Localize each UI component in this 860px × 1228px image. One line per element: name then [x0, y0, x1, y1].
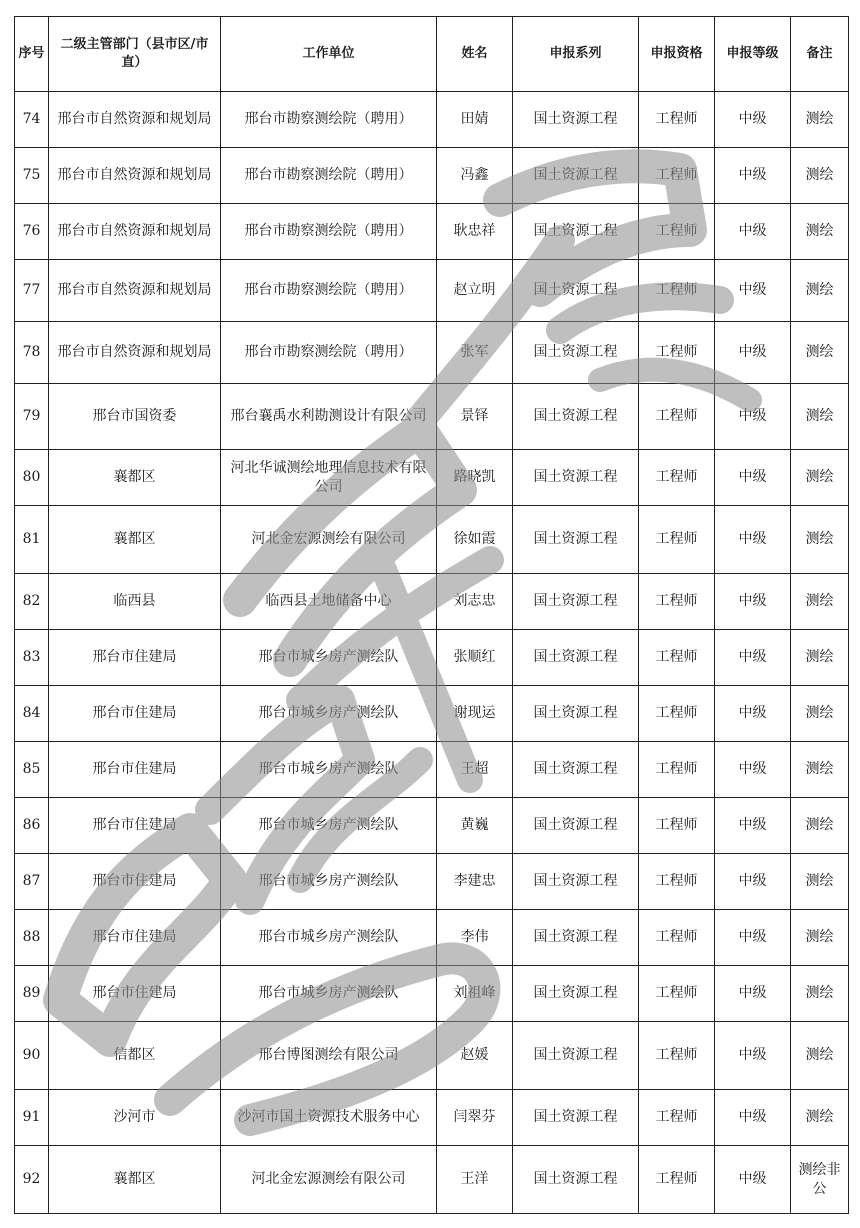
table-row — [15, 384, 849, 450]
cell-qualification: 工程师 — [639, 148, 715, 204]
cell-seq: 92 — [15, 1146, 49, 1214]
cell-seq: 86 — [15, 798, 49, 854]
cell-department: 邢台市自然资源和规划局 — [49, 260, 221, 322]
cell-series: 国土资源工程 — [513, 966, 639, 1022]
cell-seq: 77 — [15, 260, 49, 322]
table-row — [15, 910, 849, 966]
cell-department: 邢台市住建局 — [49, 686, 221, 742]
cell-level: 中级 — [715, 630, 791, 686]
table-row — [15, 260, 849, 322]
cell-employer: 临西县土地储备中心 — [221, 574, 437, 630]
table-row — [15, 148, 849, 204]
cell-remark: 测绘 — [791, 204, 849, 260]
cell-qualification: 工程师 — [639, 1022, 715, 1090]
cell-series: 国土资源工程 — [513, 384, 639, 450]
cell-department: 襄都区 — [49, 1146, 221, 1214]
cell-level: 中级 — [715, 854, 791, 910]
cell-name: 谢现运 — [437, 686, 513, 742]
cell-department: 邢台市自然资源和规划局 — [49, 148, 221, 204]
cell-series: 国土资源工程 — [513, 686, 639, 742]
cell-employer: 邢台博图测绘有限公司 — [221, 1022, 437, 1090]
cell-level: 中级 — [715, 574, 791, 630]
cell-series: 国土资源工程 — [513, 260, 639, 322]
cell-department: 信都区 — [49, 1022, 221, 1090]
cell-level: 中级 — [715, 910, 791, 966]
cell-series: 国土资源工程 — [513, 1090, 639, 1146]
cell-seq: 82 — [15, 574, 49, 630]
cell-department: 襄都区 — [49, 450, 221, 506]
table-row — [15, 742, 849, 798]
cell-department: 邢台市住建局 — [49, 630, 221, 686]
cell-name: 张顺红 — [437, 630, 513, 686]
cell-name: 景铎 — [437, 384, 513, 450]
cell-department: 邢台市住建局 — [49, 742, 221, 798]
cell-level: 中级 — [715, 322, 791, 384]
cell-qualification: 工程师 — [639, 1090, 715, 1146]
cell-level: 中级 — [715, 384, 791, 450]
cell-series: 国土资源工程 — [513, 1146, 639, 1214]
cell-seq: 85 — [15, 742, 49, 798]
cell-name: 李伟 — [437, 910, 513, 966]
table-row — [15, 92, 849, 148]
cell-qualification: 工程师 — [639, 1146, 715, 1214]
cell-seq: 78 — [15, 322, 49, 384]
header-employer: 工作单位 — [221, 17, 437, 92]
cell-series: 国土资源工程 — [513, 798, 639, 854]
cell-level: 中级 — [715, 450, 791, 506]
cell-seq: 89 — [15, 966, 49, 1022]
cell-department: 邢台市住建局 — [49, 910, 221, 966]
cell-department: 邢台市自然资源和规划局 — [49, 92, 221, 148]
table-row — [15, 1022, 849, 1090]
cell-qualification: 工程师 — [639, 966, 715, 1022]
cell-name: 耿忠祥 — [437, 204, 513, 260]
cell-qualification: 工程师 — [639, 574, 715, 630]
cell-employer: 邢台市勘察测绘院（聘用） — [221, 204, 437, 260]
cell-employer: 邢台市城乡房产测绘队 — [221, 686, 437, 742]
cell-level: 中级 — [715, 506, 791, 574]
table-row — [15, 1146, 849, 1214]
cell-qualification: 工程师 — [639, 686, 715, 742]
roster-table — [14, 16, 849, 1214]
cell-remark: 测绘非公 — [791, 1146, 849, 1214]
cell-seq: 90 — [15, 1022, 49, 1090]
cell-seq: 88 — [15, 910, 49, 966]
cell-qualification: 工程师 — [639, 742, 715, 798]
cell-level: 中级 — [715, 148, 791, 204]
table-row — [15, 450, 849, 506]
cell-employer: 邢台市城乡房产测绘队 — [221, 910, 437, 966]
cell-employer: 邢台市城乡房产测绘队 — [221, 630, 437, 686]
cell-level: 中级 — [715, 92, 791, 148]
cell-level: 中级 — [715, 686, 791, 742]
cell-qualification: 工程师 — [639, 450, 715, 506]
cell-seq: 84 — [15, 686, 49, 742]
cell-series: 国土资源工程 — [513, 910, 639, 966]
cell-name: 王洋 — [437, 1146, 513, 1214]
cell-name: 刘祖峰 — [437, 966, 513, 1022]
table-row — [15, 854, 849, 910]
cell-employer: 河北华诚测绘地理信息技术有限公司 — [221, 450, 437, 506]
cell-remark: 测绘 — [791, 1090, 849, 1146]
cell-remark: 测绘 — [791, 506, 849, 574]
cell-remark: 测绘 — [791, 1022, 849, 1090]
cell-department: 邢台市国资委 — [49, 384, 221, 450]
header-level: 申报等级 — [715, 17, 791, 92]
cell-remark: 测绘 — [791, 742, 849, 798]
cell-employer: 河北金宏源测绘有限公司 — [221, 1146, 437, 1214]
cell-qualification: 工程师 — [639, 854, 715, 910]
cell-level: 中级 — [715, 798, 791, 854]
header-seq: 序号 — [15, 17, 49, 92]
header-name: 姓名 — [437, 17, 513, 92]
header-remark: 备注 — [791, 17, 849, 92]
cell-department: 邢台市住建局 — [49, 854, 221, 910]
cell-series: 国土资源工程 — [513, 854, 639, 910]
cell-employer: 邢台市城乡房产测绘队 — [221, 742, 437, 798]
cell-level: 中级 — [715, 1090, 791, 1146]
cell-level: 中级 — [715, 742, 791, 798]
cell-employer: 邢台市勘察测绘院（聘用） — [221, 148, 437, 204]
cell-series: 国土资源工程 — [513, 92, 639, 148]
cell-employer: 邢台襄禹水利勘测设计有限公司 — [221, 384, 437, 450]
cell-employer: 邢台市勘察测绘院（聘用） — [221, 322, 437, 384]
cell-remark: 测绘 — [791, 384, 849, 450]
table-row — [15, 1090, 849, 1146]
cell-series: 国土资源工程 — [513, 148, 639, 204]
cell-qualification: 工程师 — [639, 322, 715, 384]
header-department: 二级主管部门（县市区/市直） — [49, 17, 221, 92]
cell-level: 中级 — [715, 966, 791, 1022]
table-row — [15, 574, 849, 630]
header-series: 申报系列 — [513, 17, 639, 92]
cell-name: 徐如霞 — [437, 506, 513, 574]
header-row — [15, 17, 849, 92]
cell-remark: 测绘 — [791, 450, 849, 506]
cell-department: 沙河市 — [49, 1090, 221, 1146]
cell-employer: 河北金宏源测绘有限公司 — [221, 506, 437, 574]
cell-employer: 沙河市国土资源技术服务中心 — [221, 1090, 437, 1146]
cell-seq: 87 — [15, 854, 49, 910]
cell-name: 路晓凯 — [437, 450, 513, 506]
cell-level: 中级 — [715, 1146, 791, 1214]
cell-remark: 测绘 — [791, 798, 849, 854]
cell-remark: 测绘 — [791, 322, 849, 384]
table-row — [15, 204, 849, 260]
header-qualification: 申报资格 — [639, 17, 715, 92]
cell-name: 闫翠芬 — [437, 1090, 513, 1146]
cell-seq: 76 — [15, 204, 49, 260]
table-row — [15, 506, 849, 574]
cell-name: 王超 — [437, 742, 513, 798]
cell-remark: 测绘 — [791, 148, 849, 204]
cell-name: 李建忠 — [437, 854, 513, 910]
cell-qualification: 工程师 — [639, 798, 715, 854]
cell-level: 中级 — [715, 1022, 791, 1090]
cell-qualification: 工程师 — [639, 204, 715, 260]
cell-remark: 测绘 — [791, 854, 849, 910]
cell-remark: 测绘 — [791, 92, 849, 148]
cell-name: 刘志忠 — [437, 574, 513, 630]
cell-qualification: 工程师 — [639, 630, 715, 686]
cell-seq: 91 — [15, 1090, 49, 1146]
cell-department: 邢台市住建局 — [49, 798, 221, 854]
cell-remark: 测绘 — [791, 910, 849, 966]
cell-seq: 75 — [15, 148, 49, 204]
cell-remark: 测绘 — [791, 574, 849, 630]
cell-series: 国土资源工程 — [513, 322, 639, 384]
cell-level: 中级 — [715, 260, 791, 322]
cell-qualification: 工程师 — [639, 910, 715, 966]
cell-remark: 测绘 — [791, 260, 849, 322]
cell-seq: 83 — [15, 630, 49, 686]
cell-series: 国土资源工程 — [513, 574, 639, 630]
table-row — [15, 630, 849, 686]
table-row — [15, 322, 849, 384]
cell-remark: 测绘 — [791, 630, 849, 686]
cell-employer: 邢台市勘察测绘院（聘用） — [221, 260, 437, 322]
cell-department: 邢台市自然资源和规划局 — [49, 204, 221, 260]
cell-qualification: 工程师 — [639, 384, 715, 450]
cell-series: 国土资源工程 — [513, 742, 639, 798]
cell-series: 国土资源工程 — [513, 630, 639, 686]
cell-remark: 测绘 — [791, 686, 849, 742]
cell-qualification: 工程师 — [639, 506, 715, 574]
cell-seq: 81 — [15, 506, 49, 574]
cell-series: 国土资源工程 — [513, 450, 639, 506]
cell-department: 临西县 — [49, 574, 221, 630]
cell-employer: 邢台市城乡房产测绘队 — [221, 966, 437, 1022]
table-row — [15, 798, 849, 854]
cell-seq: 79 — [15, 384, 49, 450]
table-body — [15, 92, 849, 1214]
cell-employer: 邢台市城乡房产测绘队 — [221, 798, 437, 854]
cell-employer: 邢台市城乡房产测绘队 — [221, 854, 437, 910]
cell-name: 黄巍 — [437, 798, 513, 854]
cell-remark: 测绘 — [791, 966, 849, 1022]
table-row — [15, 966, 849, 1022]
table-row — [15, 686, 849, 742]
cell-name: 张军 — [437, 322, 513, 384]
cell-level: 中级 — [715, 204, 791, 260]
cell-name: 冯鑫 — [437, 148, 513, 204]
cell-seq: 80 — [15, 450, 49, 506]
cell-name: 赵立明 — [437, 260, 513, 322]
cell-seq: 74 — [15, 92, 49, 148]
cell-department: 襄都区 — [49, 506, 221, 574]
cell-department: 邢台市自然资源和规划局 — [49, 322, 221, 384]
cell-qualification: 工程师 — [639, 92, 715, 148]
cell-series: 国土资源工程 — [513, 506, 639, 574]
cell-employer: 邢台市勘察测绘院（聘用） — [221, 92, 437, 148]
cell-department: 邢台市住建局 — [49, 966, 221, 1022]
cell-series: 国土资源工程 — [513, 204, 639, 260]
cell-name: 赵媛 — [437, 1022, 513, 1090]
cell-qualification: 工程师 — [639, 260, 715, 322]
cell-series: 国土资源工程 — [513, 1022, 639, 1090]
cell-name: 田婧 — [437, 92, 513, 148]
